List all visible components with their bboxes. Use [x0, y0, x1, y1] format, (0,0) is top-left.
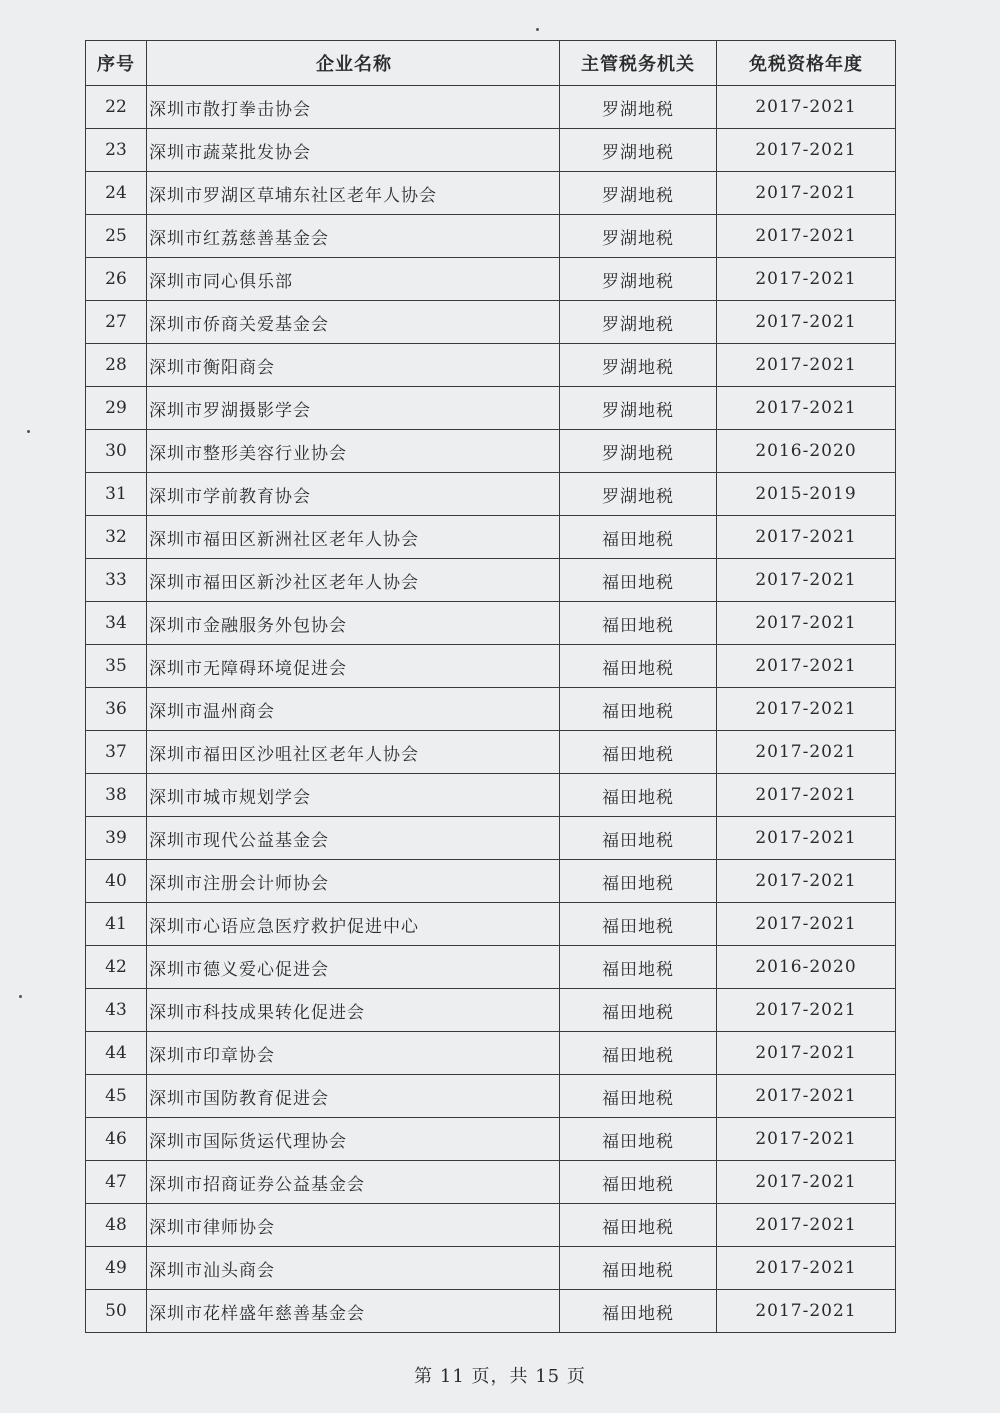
- cell-name: 深圳市科技成果转化促进会: [147, 989, 560, 1032]
- cell-years: 2017-2021: [717, 516, 896, 559]
- cell-years: 2017-2021: [717, 301, 896, 344]
- cell-years: 2016-2020: [717, 946, 896, 989]
- table-row: [86, 129, 896, 172]
- table-row: [86, 817, 896, 860]
- cell-authority: 福田地税: [560, 516, 717, 559]
- cell-years: 2016-2020: [717, 430, 896, 473]
- cell-authority: 福田地税: [560, 1204, 717, 1247]
- cell-years: 2017-2021: [717, 860, 896, 903]
- cell-name: 深圳市无障碍环境促进会: [147, 645, 560, 688]
- cell-no: 33: [86, 559, 147, 602]
- cell-authority: 福田地税: [560, 1075, 717, 1118]
- cell-authority: 罗湖地税: [560, 215, 717, 258]
- table-row: [86, 688, 896, 731]
- cell-authority: 罗湖地税: [560, 258, 717, 301]
- cell-name: 深圳市学前教育协会: [147, 473, 560, 516]
- cell-authority: 福田地税: [560, 1161, 717, 1204]
- table-row: [86, 172, 896, 215]
- cell-authority: 福田地税: [560, 1290, 717, 1333]
- header-name: 企业名称: [147, 41, 560, 86]
- cell-name: 深圳市侨商关爱基金会: [147, 301, 560, 344]
- cell-no: 34: [86, 602, 147, 645]
- table-row: [86, 1247, 896, 1290]
- table-row: [86, 1118, 896, 1161]
- cell-years: 2017-2021: [717, 129, 896, 172]
- cell-no: 49: [86, 1247, 147, 1290]
- cell-years: 2017-2021: [717, 1075, 896, 1118]
- cell-years: 2017-2021: [717, 774, 896, 817]
- cell-years: 2017-2021: [717, 645, 896, 688]
- cell-years: 2017-2021: [717, 1204, 896, 1247]
- cell-years: 2017-2021: [717, 172, 896, 215]
- cell-name: 深圳市国防教育促进会: [147, 1075, 560, 1118]
- cell-years: 2017-2021: [717, 688, 896, 731]
- table-row: [86, 258, 896, 301]
- table-row: [86, 86, 896, 129]
- cell-no: 37: [86, 731, 147, 774]
- cell-authority: 罗湖地税: [560, 430, 717, 473]
- table-row: [86, 430, 896, 473]
- table-row: [86, 645, 896, 688]
- cell-years: 2017-2021: [717, 86, 896, 129]
- cell-no: 22: [86, 86, 147, 129]
- cell-authority: 福田地税: [560, 817, 717, 860]
- cell-no: 42: [86, 946, 147, 989]
- cell-no: 32: [86, 516, 147, 559]
- cell-authority: 罗湖地税: [560, 172, 717, 215]
- cell-name: 深圳市花样盛年慈善基金会: [147, 1290, 560, 1333]
- cell-authority: 福田地税: [560, 1032, 717, 1075]
- cell-name: 深圳市同心俱乐部: [147, 258, 560, 301]
- tax-exempt-table: [85, 40, 896, 1333]
- cell-no: 27: [86, 301, 147, 344]
- cell-name: 深圳市律师协会: [147, 1204, 560, 1247]
- cell-name: 深圳市注册会计师协会: [147, 860, 560, 903]
- cell-years: 2017-2021: [717, 903, 896, 946]
- cell-no: 31: [86, 473, 147, 516]
- cell-name: 深圳市现代公益基金会: [147, 817, 560, 860]
- cell-no: 25: [86, 215, 147, 258]
- scan-dot: [19, 995, 22, 998]
- cell-years: 2017-2021: [717, 215, 896, 258]
- cell-years: 2017-2021: [717, 344, 896, 387]
- cell-name: 深圳市罗湖摄影学会: [147, 387, 560, 430]
- table-row: [86, 1161, 896, 1204]
- cell-years: 2017-2021: [717, 817, 896, 860]
- table-row: [86, 387, 896, 430]
- cell-no: 36: [86, 688, 147, 731]
- cell-name: 深圳市印章协会: [147, 1032, 560, 1075]
- cell-authority: 福田地税: [560, 774, 717, 817]
- cell-years: 2017-2021: [717, 559, 896, 602]
- table-row: [86, 731, 896, 774]
- cell-name: 深圳市衡阳商会: [147, 344, 560, 387]
- cell-authority: 福田地税: [560, 1118, 717, 1161]
- cell-no: 39: [86, 817, 147, 860]
- cell-years: 2017-2021: [717, 258, 896, 301]
- cell-name: 深圳市汕头商会: [147, 1247, 560, 1290]
- table-row: [86, 989, 896, 1032]
- table-row: [86, 602, 896, 645]
- cell-name: 深圳市心语应急医疗救护促进中心: [147, 903, 560, 946]
- header-authority: 主管税务机关: [560, 41, 717, 86]
- cell-authority: 福田地税: [560, 559, 717, 602]
- table-row: [86, 1075, 896, 1118]
- cell-no: 26: [86, 258, 147, 301]
- cell-authority: 福田地税: [560, 731, 717, 774]
- cell-no: 35: [86, 645, 147, 688]
- cell-no: 30: [86, 430, 147, 473]
- cell-name: 深圳市福田区新沙社区老年人协会: [147, 559, 560, 602]
- cell-authority: 罗湖地税: [560, 86, 717, 129]
- cell-years: 2017-2021: [717, 387, 896, 430]
- cell-name: 深圳市散打拳击协会: [147, 86, 560, 129]
- cell-no: 24: [86, 172, 147, 215]
- cell-authority: 罗湖地税: [560, 129, 717, 172]
- cell-years: 2017-2021: [717, 1290, 896, 1333]
- cell-no: 23: [86, 129, 147, 172]
- table-row: [86, 860, 896, 903]
- cell-years: 2017-2021: [717, 1247, 896, 1290]
- cell-no: 46: [86, 1118, 147, 1161]
- table-row: [86, 473, 896, 516]
- table-row: [86, 774, 896, 817]
- cell-name: 深圳市国际货运代理协会: [147, 1118, 560, 1161]
- cell-authority: 福田地税: [560, 645, 717, 688]
- cell-authority: 福田地税: [560, 860, 717, 903]
- cell-name: 深圳市招商证券公益基金会: [147, 1161, 560, 1204]
- cell-authority: 罗湖地税: [560, 473, 717, 516]
- cell-no: 50: [86, 1290, 147, 1333]
- cell-no: 44: [86, 1032, 147, 1075]
- cell-no: 43: [86, 989, 147, 1032]
- cell-authority: 福田地税: [560, 688, 717, 731]
- cell-years: 2017-2021: [717, 602, 896, 645]
- table-header-row: [86, 41, 896, 86]
- table-row: [86, 946, 896, 989]
- cell-name: 深圳市福田区新洲社区老年人协会: [147, 516, 560, 559]
- table-row: [86, 903, 896, 946]
- cell-name: 深圳市城市规划学会: [147, 774, 560, 817]
- cell-years: 2017-2021: [717, 1032, 896, 1075]
- table-row: [86, 301, 896, 344]
- cell-years: 2017-2021: [717, 1161, 896, 1204]
- cell-years: 2015-2019: [717, 473, 896, 516]
- header-years: 免税资格年度: [717, 41, 896, 86]
- cell-name: 深圳市整形美容行业协会: [147, 430, 560, 473]
- table-row: [86, 1032, 896, 1075]
- table-row: [86, 344, 896, 387]
- table-row: [86, 215, 896, 258]
- header-no: 序号: [86, 41, 147, 86]
- scan-dot: [27, 430, 30, 433]
- cell-years: 2017-2021: [717, 731, 896, 774]
- scan-dot: [536, 28, 539, 31]
- cell-no: 29: [86, 387, 147, 430]
- cell-authority: 罗湖地税: [560, 344, 717, 387]
- cell-no: 41: [86, 903, 147, 946]
- cell-name: 深圳市温州商会: [147, 688, 560, 731]
- cell-name: 深圳市红荔慈善基金会: [147, 215, 560, 258]
- page-number: 第 11 页，共 15 页: [414, 1366, 586, 1387]
- cell-authority: 福田地税: [560, 946, 717, 989]
- cell-years: 2017-2021: [717, 1118, 896, 1161]
- cell-no: 38: [86, 774, 147, 817]
- cell-authority: 罗湖地税: [560, 301, 717, 344]
- cell-name: 深圳市福田区沙咀社区老年人协会: [147, 731, 560, 774]
- cell-authority: 罗湖地税: [560, 387, 717, 430]
- cell-authority: 福田地税: [560, 903, 717, 946]
- cell-name: 深圳市罗湖区草埔东社区老年人协会: [147, 172, 560, 215]
- cell-years: 2017-2021: [717, 989, 896, 1032]
- table-row: [86, 516, 896, 559]
- table-row: [86, 559, 896, 602]
- cell-no: 45: [86, 1075, 147, 1118]
- cell-no: 48: [86, 1204, 147, 1247]
- cell-no: 28: [86, 344, 147, 387]
- cell-authority: 福田地税: [560, 989, 717, 1032]
- table-row: [86, 1290, 896, 1333]
- cell-no: 47: [86, 1161, 147, 1204]
- cell-name: 深圳市蔬菜批发协会: [147, 129, 560, 172]
- table-row: [86, 1204, 896, 1247]
- cell-no: 40: [86, 860, 147, 903]
- cell-authority: 福田地税: [560, 602, 717, 645]
- cell-name: 深圳市德义爱心促进会: [147, 946, 560, 989]
- cell-authority: 福田地税: [560, 1247, 717, 1290]
- cell-name: 深圳市金融服务外包协会: [147, 602, 560, 645]
